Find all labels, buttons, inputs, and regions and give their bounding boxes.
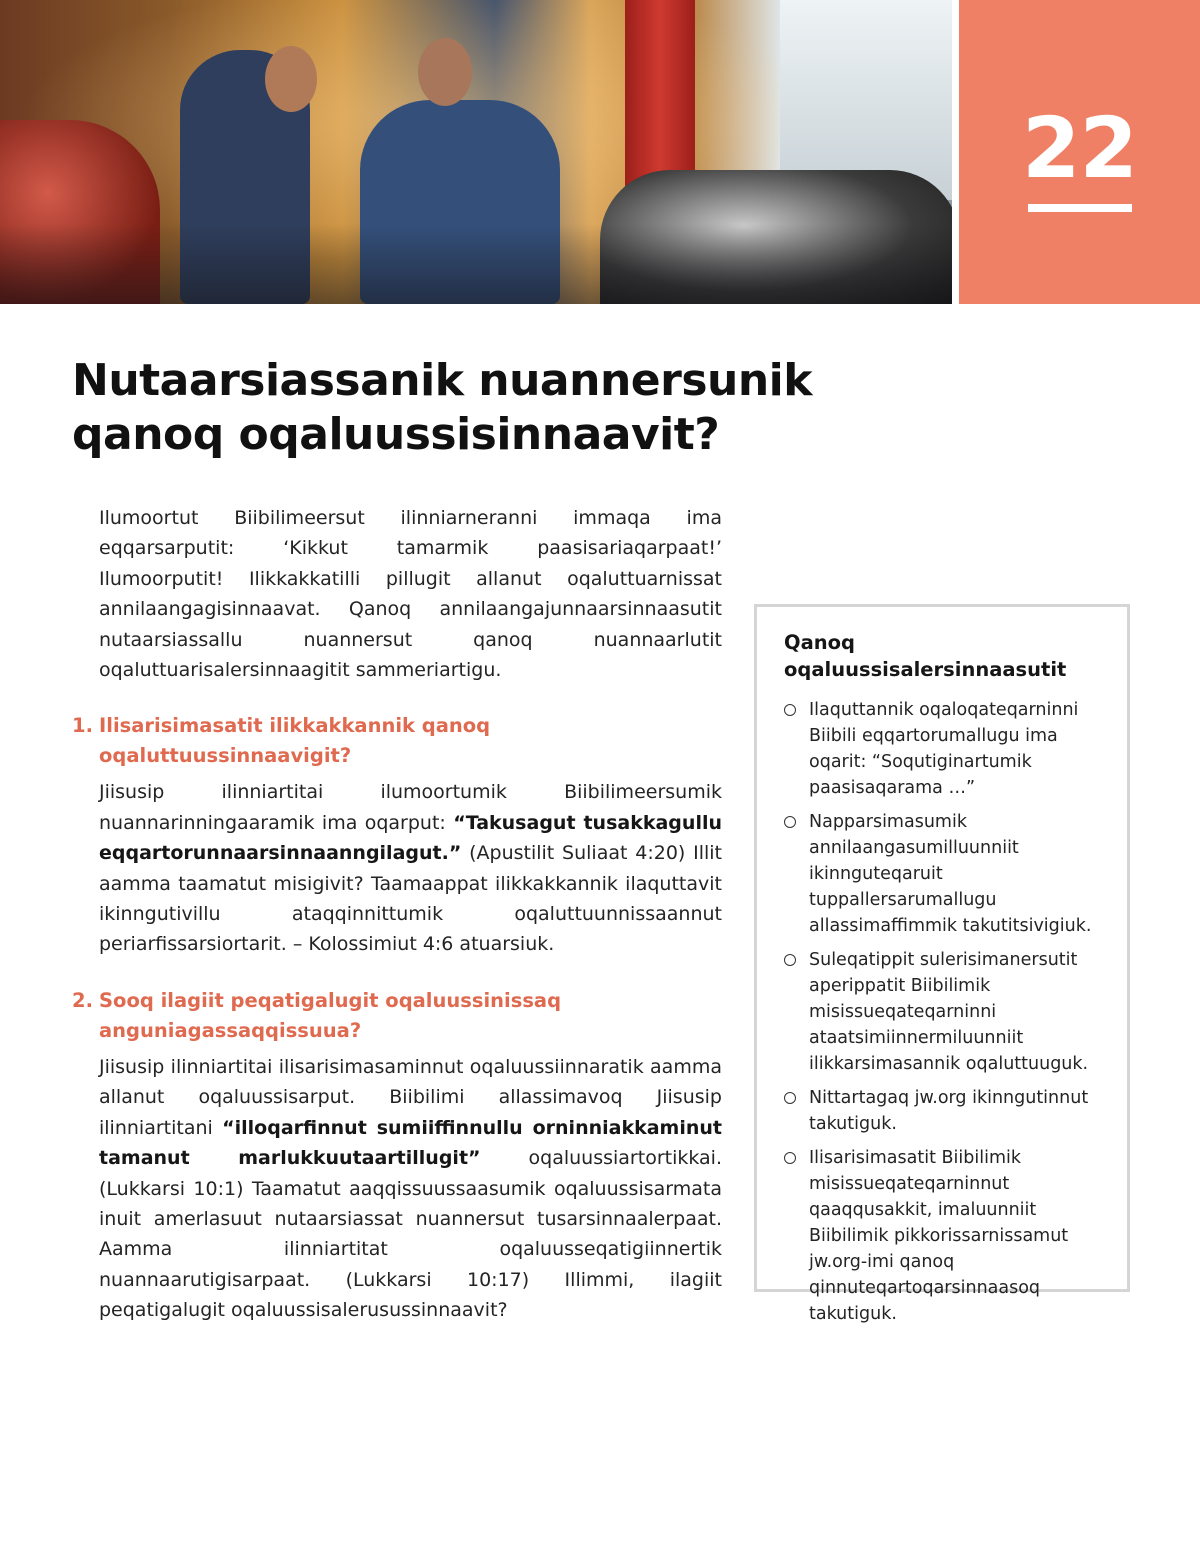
sidebar-title: Qanoq oqaluussisalersinnaasutit: [784, 631, 1067, 681]
question-1-number: 1.: [72, 714, 93, 738]
circle-bullet-icon: [784, 1092, 796, 1104]
chapter-badge: [959, 0, 1200, 304]
tip-item: [784, 1085, 1101, 1137]
tips-list: [784, 697, 1101, 1327]
chapter-underline: [1028, 204, 1132, 212]
tip-item: [784, 947, 1101, 1077]
main-column: [72, 503, 722, 1326]
question-2-number: 2.: [72, 988, 93, 1012]
photo-older-man-head: [265, 46, 317, 112]
tips-sidebar: [754, 604, 1130, 1324]
photo-younger-man-head: [418, 38, 472, 106]
page-title: Nutaarsiassanik nuannersunik qanoq oqaluussisinnaavit?: [72, 355, 812, 460]
question-1-text: Ilisarisimasatit ilikkakkannik qanoq oqaluttuussinnaavigit?: [99, 714, 491, 768]
answer-1-text-end: (Apustilit Suliaat 4:20) Illit aamma taamatut misigivit? Taamaappat ilikkakkannik ilaquttavit ikinngutivillu ataqqinnittumik oqaluttuunnissaannut periarfissarsiortarit. – Kolossimiut 4:6 atuarsiuk.: [99, 842, 722, 956]
tip-text: Ilaquttannik oqaloqateqarninni Biibili eqqartorumallugu ima oqarit: “Soqutiginartumik paasisaqarama …”: [809, 700, 1079, 798]
chapter-number: 22: [1022, 99, 1137, 197]
circle-bullet-icon: [784, 954, 796, 966]
answer-2-paragraph: [99, 1052, 722, 1326]
answer-2-text-end: oqaluussiartortikkai. (Lukkarsi 10:1) Taamatut aaqqissuussaasumik oqaluussisarmata inuit amerlasuut nutaarsiassat nuannersut tusarsinnaalerpaat. Aamma ilinniartitat oqaluusseqatigiinnertik nuannaarutigisarpaat. (Lukkarsi 10:17) Illimmi, ilagiit peqatigalugit oqaluussisalerusussinnaavit?: [99, 1147, 722, 1322]
tip-text: Ilisarisimasatit Biibilimik misissueqateqarninnut qaaqqusakkit, imaluunniit Biibilimik pikkorissarnissamut jw.org-imi qanoq qinnuteqartoqarsinnaasoq takutiguk.: [809, 1148, 1069, 1324]
tip-text: Nittartagaq jw.org ikinngutinnut takutiguk.: [809, 1088, 1089, 1134]
question-1: [72, 711, 722, 771]
intro-paragraph: Ilumoortut Biibilimeersut ilinniarneranni immaqa ima eqqarsarputit: ‘Kikkut tamarmik paasisariaqarpaat!’ Ilumoorputit! Ilikkakkatilli pillugit allanut oqaluttuarnissat annilaangagisinnaavat. Qanoq annilaangajunnaarsinnaasutit nutaarsiassallu nuannersut qanoq nuannaarlutit oqaluttuarisalersinnaagitit sammeriartigu.: [99, 507, 722, 682]
tip-text: Napparsimasumik annilaangasumilluunniit ikinnguteqaruit tuppallersarumallugu allassimaffimmik takutitsivigiuk.: [809, 812, 1092, 936]
photo-floor-shadow: [0, 224, 952, 304]
tip-item: [784, 1145, 1101, 1327]
answer-2-text-start: Jiisusip ilinniartitai ilisarisimasaminnut oqaluussiinnaratik aamma allanut oqaluussisarput. Biibilimi allassimavoq Jiisusip ilinniartitani: [99, 1055, 722, 1139]
circle-bullet-icon: [784, 1152, 796, 1164]
header-photo: [0, 0, 952, 304]
answer-1-paragraph: [99, 777, 722, 959]
answer-1-text-start: Jiisusip ilinniartitai ilumoortumik Biibilimeersumik nuannarinningaaramik ima oqarput:: [99, 781, 722, 834]
answer-1-bold-quote: “Takusagut tusakkagullu eqqartorunnaarsinnaanngilagut.”: [99, 811, 722, 865]
tip-item: [784, 697, 1101, 801]
circle-bullet-icon: [784, 704, 796, 716]
answer-2-bold-quote: “illoqarfinnut sumiiffinnullu orninniakkaminut tamanut marlukkuutaartillugit”: [99, 1116, 722, 1170]
circle-bullet-icon: [784, 816, 796, 828]
question-2: [72, 986, 722, 1046]
tip-item: [784, 809, 1101, 939]
tip-text: Suleqatippit sulerisimanersutit aperippatit Biibilimik misissueqateqarninni ataatsimiinnermiluunniit ilikkarsimasannik oqaluttuuguk.: [809, 950, 1089, 1074]
question-2-text: Sooq ilagiit peqatigalugit oqaluussinissaq anguniagassaqqissuua?: [99, 988, 562, 1042]
